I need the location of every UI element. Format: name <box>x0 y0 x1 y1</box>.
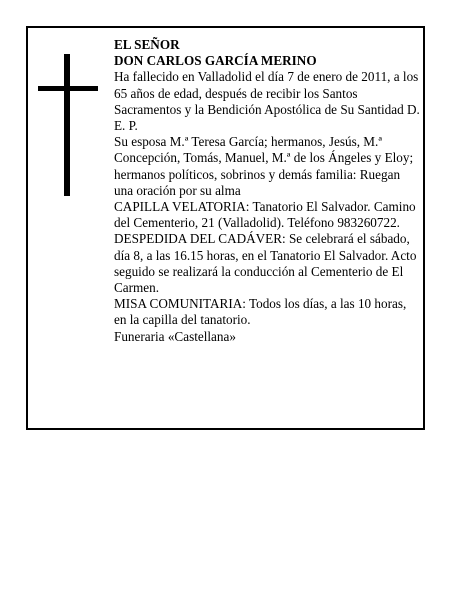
obituary-heading-name: DON CARLOS GARCÍA MERINO <box>114 53 317 69</box>
obituary-text <box>114 37 420 345</box>
chapel-paragraph: CAPILLA VELATORIA: Tanatorio El Salvador. Camino del Cementerio, 21 (Valladolid). Teléfono 983260722. <box>114 199 416 231</box>
obituary-heading-title: EL SEÑOR <box>114 37 180 52</box>
farewell-paragraph: DESPEDIDA DEL CADÁVER: Se celebrará el sábado, día 8, a las 16.15 horas, en el Tanatorio El Salvador. Acto seguido se realizará la conducción al Cementerio de El Carmen. <box>114 231 417 296</box>
family-paragraph: Su esposa M.ª Teresa García; hermanos, Jesús, M.ª Concepción, Tomás, Manuel, M.ª de los Ángeles y Eloy; hermanos políticos, sobrinos y demás familia: Ruegan una oración por su alma <box>114 134 414 198</box>
death-announcement: Ha fallecido en Valladolid el día 7 de enero de 2011, a los 65 años de edad, después de recibir los Santos Sacramentos y la Bendición Apostólica de Su Santidad D. E. P. <box>114 69 420 134</box>
latin-cross-icon <box>38 54 98 196</box>
mass-paragraph: MISA COMUNITARIA: Todos los días, a las 10 horas, en la capilla del tanatorio. <box>114 296 407 328</box>
cross-vertical-bar <box>64 54 70 196</box>
funeral-home: Funeraria «Castellana» <box>114 328 236 344</box>
cross-horizontal-bar <box>38 86 98 91</box>
